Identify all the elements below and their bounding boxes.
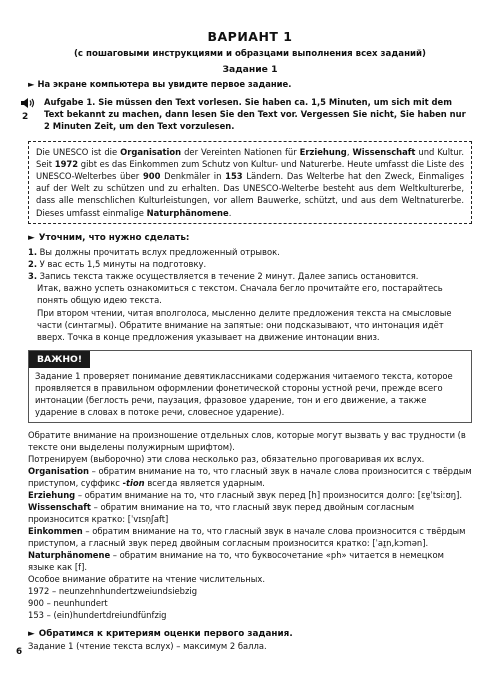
arrow-right-icon: ► [28,79,35,90]
word-desc: – обратим внимание на то, что гласный звук перед двойным согласным произносится кратко: [ˈvɪsn̩ʃaft] [28,501,415,524]
text-fragment: der Vereinten Nationen für [181,146,300,157]
intro-line [28,79,472,91]
list-item [28,271,472,283]
word-suffix: -tion [122,478,145,489]
number-line: 900 – neunhundert [28,598,108,609]
numbers-list [28,586,472,622]
clarify-heading-text: Уточним, что нужно сделать: [38,232,190,243]
word-entry-organisation [28,466,472,490]
clarify-paragraph: При втором чтении, читая вполголоса, мысленно делите предложения текста на смысловые части (синтагмы). Обратите внимание на запятые: они подсказывают, что интонация идёт вверх. Точка в конце предложения указывает на движение интонации вниз. [37,307,452,342]
clarify-heading [28,232,472,244]
word-term: Naturphänomene [28,549,111,560]
step-number: 2. [28,259,38,270]
bold-number: 900 [142,171,161,182]
audio-track-number: 2 [22,111,29,122]
important-text: Задание 1 проверяет понимание девятиклассниками содержания читаемого текста, которое проявляется в правильном оформлении фонетической стороны устной речи, прежде всего интонации (беглость речи, паузация, фразовое ударение, тон и его движение, а также ударение в словах в потоке речи, словесное ударение). [35,370,453,417]
word-desc: – обратим внимание на то, что гласный звук в начале слова произносится с твёрдым приступом, суффикс [28,466,472,489]
word-term: Erziehung [28,490,76,501]
important-label: ВАЖНО! [29,351,90,368]
steps-list [28,247,472,283]
step-number: 3. [28,271,38,282]
important-box [28,350,472,424]
step-number: 1. [28,247,38,258]
speaker-icon[interactable] [20,97,36,109]
criteria-text: Задание 1 (чтение текста вслух) – максимум 2 балла. [28,640,267,651]
bold-number: 1972 [54,158,79,169]
word-entry-erziehung [28,490,472,502]
criteria-heading-text: Обратимся к критериям оценки первого задания. [38,629,293,640]
reading-text-box [28,141,472,224]
bold-number: 153 [225,171,243,182]
practice-note: Потренируем (выборочно) эти слова несколько раз, обязательно проговаривая их вслух. [28,454,425,465]
word-term: Organisation [28,466,89,477]
variant-title: ВАРИАНТ 1 [207,29,293,44]
word-desc: – обратим внимание на то, что буквосочетание «ph» читается в немецком языке как [f]. [28,549,444,572]
arrow-right-icon: ► [28,232,35,243]
word-entry-wissenschaft [28,502,472,526]
word-desc: всегда является ударным. [144,478,265,489]
step-text: Вы должны прочитать вслух предложенный отрывок. [39,247,280,258]
bold-word: Erziehung [299,146,347,157]
task-heading: Задание 1 [222,63,278,75]
word-entry-einkommen [28,526,472,550]
clarify-paragraph: Итак, важно успеть ознакомиться с текстом. Сначала бегло прочитайте его, постарайтесь понять общую идею текста. [37,283,443,305]
word-desc: – обратим внимание на то, что гласный звук перед [h] произносится долго: [ɛɐ̯ˈtsiːʊŋ]. [75,490,463,501]
text-fragment: Die UNESCO ist die [36,146,121,157]
number-line: 1972 – neunzehnhundertzweiundsiebzig [28,586,198,597]
list-item [28,247,472,259]
page [22,28,472,653]
variant-subtitle: (с пошаговыми инструкциями и образцами выполнения всех заданий) [74,48,426,59]
word-entry-naturphaenomene [28,550,472,574]
text-fragment: , [346,146,353,157]
number-line: 153 – (ein)hundertdreiundfünfzig [28,610,167,621]
intro-text: На экране компьютера вы увидите первое задание. [37,79,292,90]
aufgabe-instruction [22,96,472,133]
word-term: Einkommen [28,525,83,536]
text-fragment: . [228,207,232,218]
arrow-right-icon: ► [28,629,35,640]
text-fragment: gibt es das Einkommen zum Schutz von Kultur- und Naturerbe. Heute umfasst die Liste des UNESCO-Welterbes über [36,158,464,182]
list-item [28,259,472,271]
text-fragment: Ländern. Das Welterbe hat den Zweck, Einmaliges auf der Welt zu schützen und zu erhalten. Das UNESCO-Welterbe besteht aus dem Weltkulturerbe, dass alle menschlichen Kulturleistungen, vor allem Bauwerke, schützt, und aus dem Weltnaturerbe. Dieses umfasst einmalige [36,171,464,218]
bold-word: Wissenschaft [352,146,416,157]
pronunciation-intro: Обратите внимание на произношение отдельных слов, которые могут вызвать у вас трудности (в тексте они выделены полужирным шрифтом). [28,430,466,453]
word-term: Wissenschaft [28,501,91,512]
criteria-heading [28,628,472,640]
bold-word: Naturphänomene [146,207,229,218]
aufgabe-text: Aufgabe 1. Sie müssen den Text vorlesen. Sie haben ca. 1,5 Minuten, um sich mit dem Text bekannt zu machen, dann lesen Sie den Text vor. Vergessen Sie nicht, Sie haben nur 2 Minuten Zeit, um den Text vorzulesen. [44,96,466,131]
text-fragment: Denkmäler in [160,171,226,182]
bold-word: Organisation [120,146,182,157]
step-text: Запись текста также осуществляется в течение 2 минут. Далее запись остановится. [39,271,419,282]
numbers-heading: Особое внимание обратите на чтение числительных. [28,573,266,584]
page-number: 6 [16,647,23,657]
step-text: У вас есть 1,5 минуты на подготовку. [39,259,207,270]
word-desc: – обратим внимание на то, что гласный звук в начале слова произносится с твёрдым приступом, а гласный звук перед двойным согласным произносится кратко: [ˈaɪ̯n,kɔmən]. [28,525,466,548]
text-fragment: und Kultur. Seit [36,146,464,169]
